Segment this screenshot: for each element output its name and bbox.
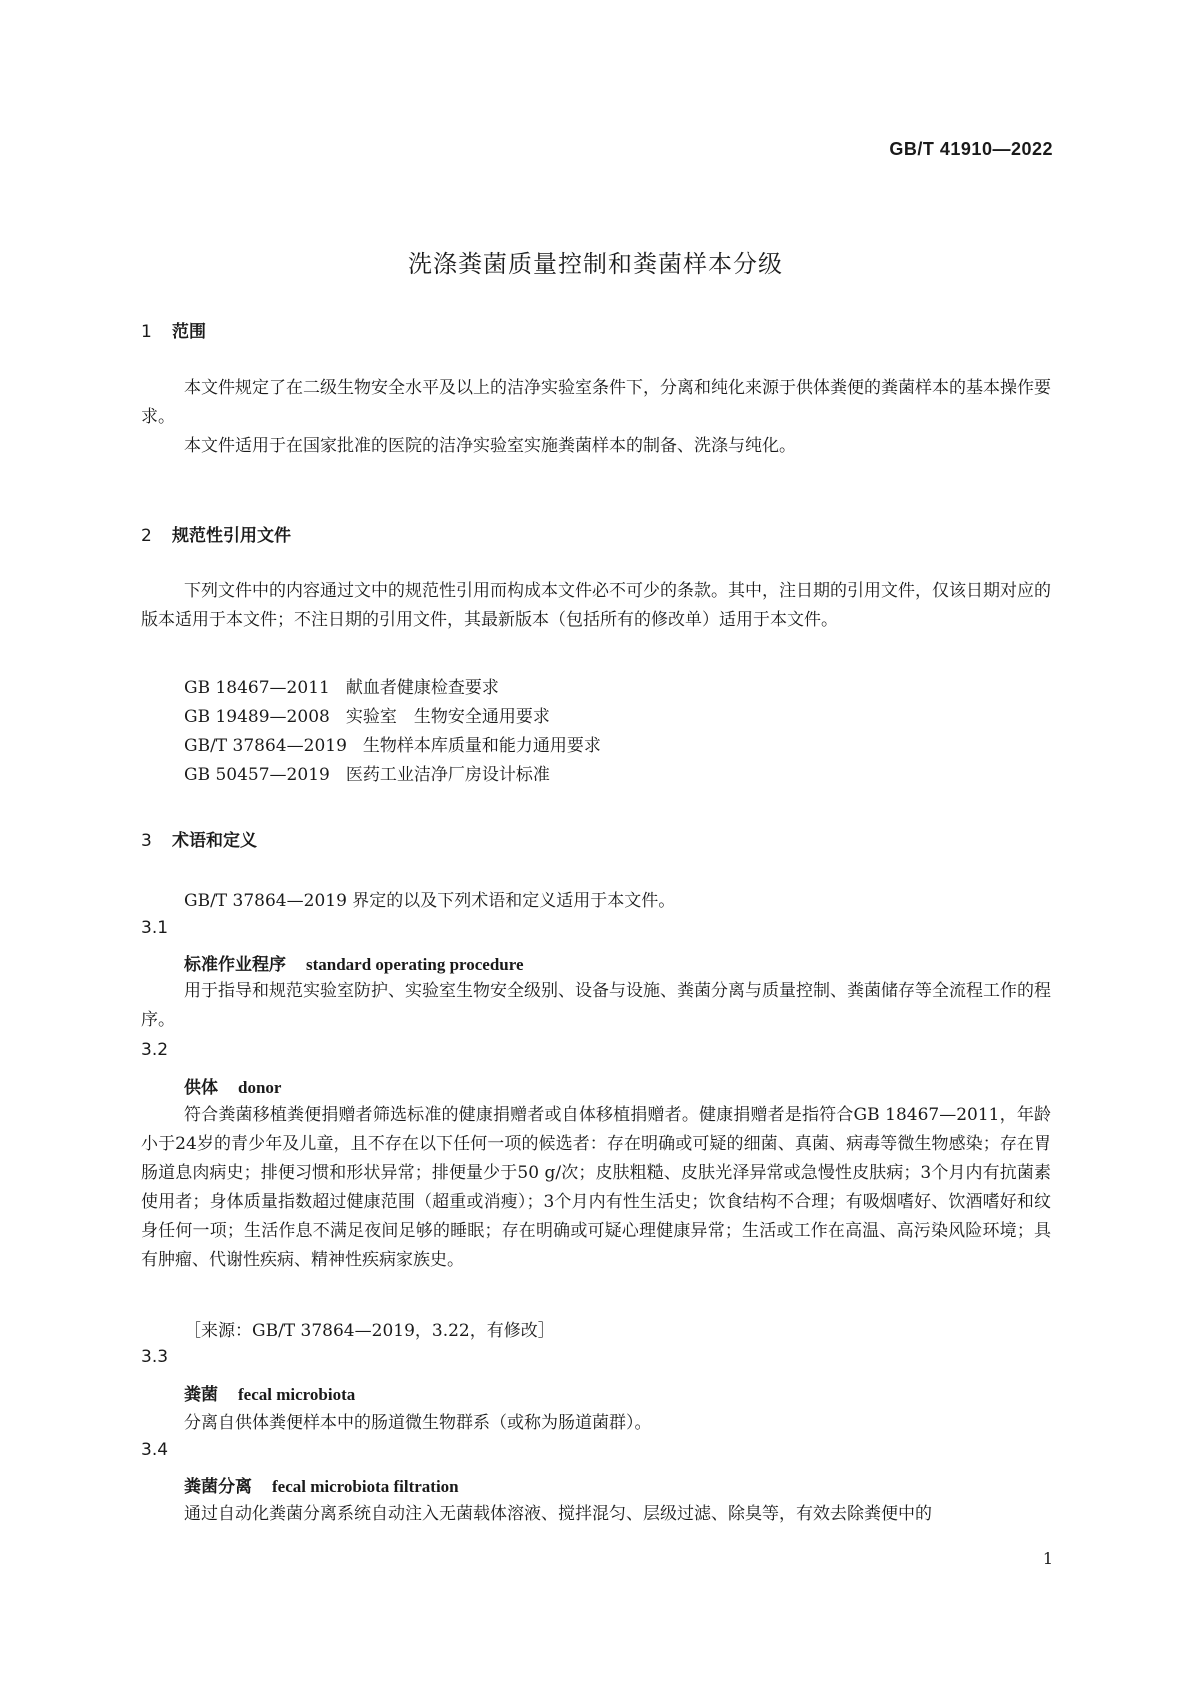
- term-name-en: standard operating procedure: [306, 955, 524, 974]
- reference-code: GB 19489—2008: [184, 707, 330, 727]
- section-2-heading: [141, 521, 291, 546]
- term-number: 3.2: [141, 1040, 169, 1060]
- reference-title: 献血者健康检查要求: [345, 678, 499, 698]
- term-name: [184, 1380, 355, 1405]
- terms-intro: GB/T 37864—2019 界定的以及下列术语和定义适用于本文件。: [184, 891, 676, 911]
- term-definition: 分离自供体粪便样本中的肠道微生物群系（或称为肠道菌群）。: [184, 1413, 652, 1433]
- page-number: 1: [1042, 1549, 1053, 1568]
- section-title: 规范性引用文件: [172, 526, 291, 546]
- reference-item: [184, 673, 499, 698]
- reference-title: 医药工业洁净厂房设计标准: [345, 765, 550, 785]
- scope-paragraph-2: 本文件适用于在国家批准的医院的洁净实验室实施粪菌样本的制备、洗涤与纯化。: [184, 436, 796, 456]
- term-name-en: fecal microbiota filtration: [272, 1477, 459, 1496]
- term-definition: 符合粪菌移植粪便捐赠者筛选标准的健康捐赠者或自体移植捐赠者。健康捐赠者是指符合GB 18467—2011，年龄小于24岁的青少年及儿童，且不存在以下任何一项的候选者：存在明确或可疑的细菌、真菌、病毒等微生物感染；存在胃肠道息肉病史；排便习惯和形状异常；排便量少于50 g/次；皮肤粗糙、皮肤光泽异常或急慢性皮肤病；3个月内有抗菌素使用者；身体质量指数超过健康范围（超重或消瘦）；3个月内有性生活史；饮食结构不合理；有吸烟嗜好、饮酒嗜好和纹身任何一项；生活作息不满足夜间足够的睡眠；存在明确或可疑心理健康异常；生活或工作在高温、高污染风险环境；具有肿瘤、代谢性疾病、精神性疾病家族史。: [141, 1105, 1051, 1270]
- reference-title: 实验室 生物安全通用要求: [345, 707, 550, 727]
- section-title: 范围: [172, 322, 206, 342]
- scope-paragraph-1: 本文件规定了在二级生物安全水平及以上的洁净实验室条件下，分离和纯化来源于供体粪便的粪菌样本的基本操作要求。: [141, 378, 1051, 427]
- section-title: 术语和定义: [172, 831, 257, 851]
- term-name-zh: 标准作业程序: [184, 955, 286, 975]
- reference-code: GB/T 37864—2019: [184, 736, 347, 756]
- term-number: 3.1: [141, 918, 169, 938]
- term-name: [184, 1073, 281, 1098]
- reference-code: GB 18467—2011: [184, 678, 330, 698]
- document-title: 洗涤粪菌质量控制和粪菌样本分级: [408, 250, 783, 278]
- term-definition: 通过自动化粪菌分离系统自动注入无菌载体溶液、搅拌混匀、层级过滤、除臭等，有效去除粪便中的: [184, 1504, 932, 1524]
- standard-code: GB/T 41910—2022: [889, 139, 1053, 159]
- term-source: ［来源：GB/T 37864—2019，3.22，有修改］: [184, 1321, 555, 1341]
- term-number: 3.4: [141, 1440, 169, 1460]
- term-name: [184, 1472, 459, 1497]
- term-number: 3.3: [141, 1347, 169, 1367]
- reference-item: [184, 702, 550, 727]
- section-number: 3: [141, 831, 152, 851]
- term-name: [184, 950, 524, 975]
- term-name-zh: 供体: [184, 1078, 218, 1098]
- section-1-heading: [141, 317, 206, 342]
- reference-item: [184, 760, 550, 785]
- references-intro: 下列文件中的内容通过文中的规范性引用而构成本文件必不可少的条款。其中，注日期的引用文件，仅该日期对应的版本适用于本文件；不注日期的引用文件，其最新版本（包括所有的修改单）适用于本文件。: [141, 581, 1051, 630]
- reference-title: 生物样本库质量和能力通用要求: [362, 736, 601, 756]
- term-name-zh: 粪菌: [184, 1385, 218, 1405]
- reference-item: [184, 731, 601, 756]
- reference-code: GB 50457—2019: [184, 765, 330, 785]
- term-name-en: fecal microbiota: [238, 1385, 356, 1404]
- term-name-zh: 粪菌分离: [184, 1477, 252, 1497]
- term-definition: 用于指导和规范实验室防护、实验室生物安全级别、设备与设施、粪菌分离与质量控制、粪菌储存等全流程工作的程序。: [141, 981, 1051, 1030]
- term-name-en: donor: [238, 1078, 282, 1097]
- section-number: 2: [141, 526, 152, 546]
- section-number: 1: [141, 322, 152, 342]
- section-3-heading: [141, 826, 257, 851]
